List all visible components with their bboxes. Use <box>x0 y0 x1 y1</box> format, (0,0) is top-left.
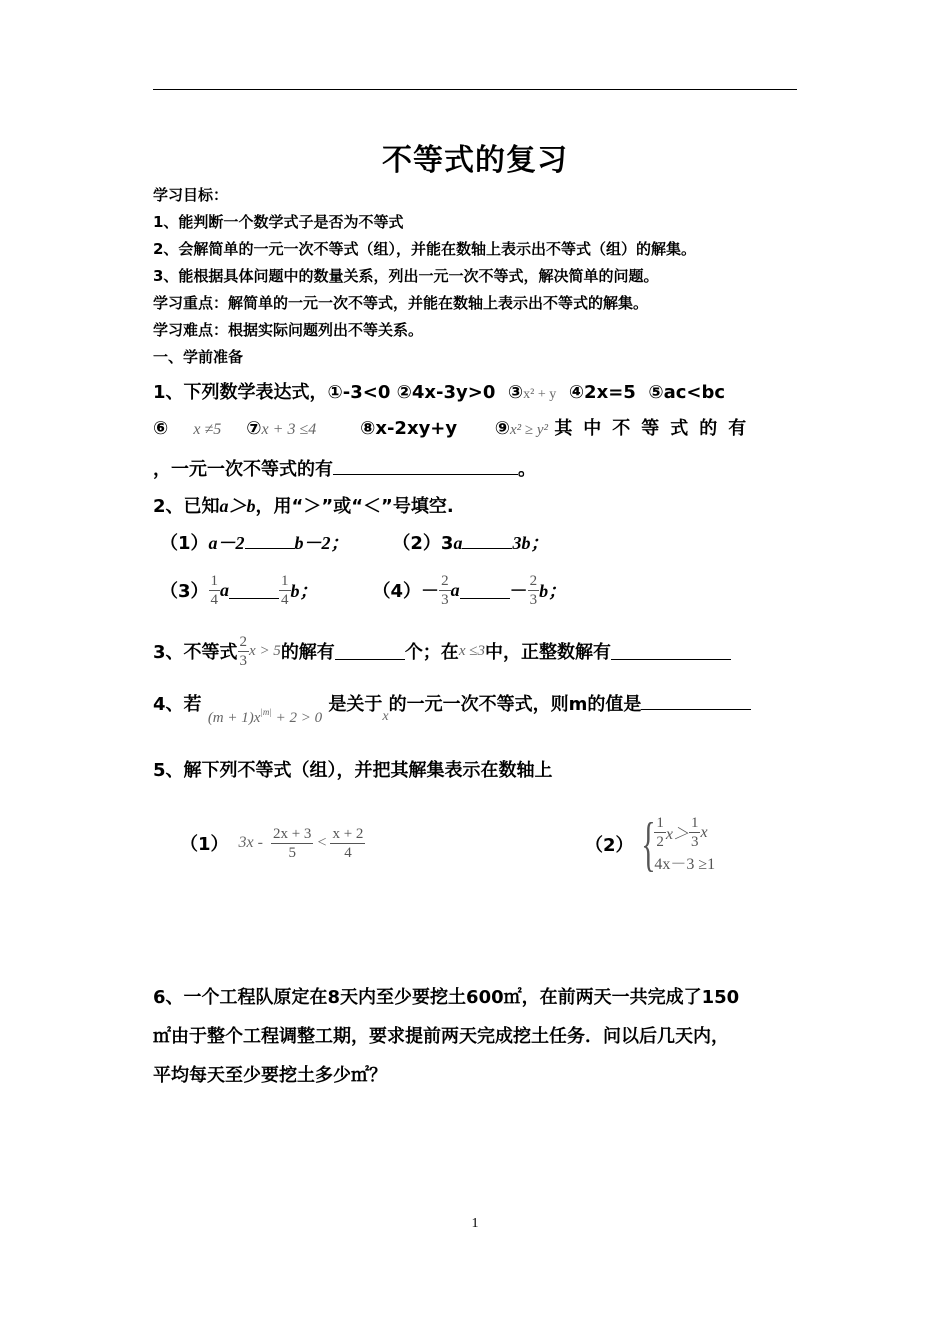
q2-p3b: b； <box>290 581 318 601</box>
q2-p4-num: 2 <box>441 572 449 589</box>
q1-e7-math: x + 3 ≤4 <box>261 421 317 438</box>
q5-p1-frac2 <box>330 825 365 862</box>
q1-e1: ①-3<0 <box>327 382 391 403</box>
q1-line3 <box>153 455 536 481</box>
q1-e6-math: x ≠5 <box>193 421 222 438</box>
page-number: 1 <box>471 1216 479 1231</box>
q5-p2-row2: 4x－3 ≥1 <box>654 856 716 873</box>
page-title: 不等式的复习 <box>382 143 568 178</box>
q2-p4b: b； <box>539 581 567 601</box>
q1-e5: ⑤ac<bc <box>648 382 726 403</box>
key-point: 学习重点：解简单的一元一次不等式，并能在数轴上表示出不等式的解集。 <box>153 294 649 312</box>
q5-text: 5、解下列不等式（组），并把其解集表示在数轴上 <box>153 760 553 781</box>
q2-line <box>153 492 454 518</box>
q1-end: 。 <box>518 459 536 480</box>
q5-p1-frac1 <box>271 825 313 862</box>
q4-tail: 的一元一次不等式，则m的值是 <box>388 694 642 715</box>
q1-tail: 其中不等式的有 <box>554 418 758 439</box>
q2-lead: 2、已知 <box>153 496 220 517</box>
q5-p2-system <box>654 814 715 874</box>
q3-frac-den: 3 <box>239 652 248 669</box>
q5-p2-r1-mid: x＞ <box>665 826 689 843</box>
q3-blank-2[interactable] <box>611 643 731 660</box>
brace-icon: { <box>640 811 656 877</box>
difficulty: 学习难点：根据实际问题列出不等关系。 <box>153 321 424 339</box>
q5-p1: （1） <box>180 834 229 855</box>
q3-lead: 3、不等式 <box>153 642 238 663</box>
q2-p3-den: 4 <box>210 591 219 608</box>
q1-e6-mark: ⑥ <box>153 418 169 439</box>
q5-p1-den1: 5 <box>288 844 296 861</box>
q5-p2-r1-frac1 <box>654 814 666 851</box>
q1-e9-mark: ⑨ <box>494 418 510 439</box>
q4-line <box>153 690 751 726</box>
q2-blank-1[interactable] <box>245 532 295 549</box>
q2-p2a: a <box>453 533 463 553</box>
q5-p2-r1-den2: 3 <box>690 834 699 850</box>
q5-p2-r1-den1: 2 <box>656 834 664 850</box>
objective-3: 3、能根据具体问题中的数量关系，列出一元一次不等式，解决简单的问题。 <box>153 267 659 285</box>
q2-parts-3-4 <box>160 566 566 614</box>
q1-blank[interactable] <box>333 458 518 475</box>
q2-blank-3[interactable] <box>229 582 279 599</box>
q4-expr-main: (m + 1)x <box>207 710 261 726</box>
q2-p3-num: 1 <box>210 572 219 589</box>
q2-p4m: － <box>509 581 528 602</box>
q1-e3-math: x² + y <box>523 387 557 402</box>
q5-p2-r1-tail: x <box>700 823 708 841</box>
q2-p4: （4）－ <box>372 581 440 602</box>
q3-mid2: 个；在 <box>404 642 459 663</box>
q4-expr-sup: |m| <box>260 707 272 717</box>
objective-2: 2、会解简单的一元一次不等式（组），并能在数轴上表示出不等式（组）的解集。 <box>153 240 696 258</box>
q2-p3a: a <box>220 579 230 600</box>
q5-p2-r1-num2: 1 <box>690 815 699 831</box>
q3-blank-1[interactable] <box>335 643 405 660</box>
q2-rest: ，用“＞”或“＜”号填空. <box>255 496 454 517</box>
q1-line2-text: ，一元一次不等式的有 <box>153 459 333 480</box>
q5-p1-num1: 2x + 3 <box>272 825 312 842</box>
q2-p3-num2: 1 <box>281 572 289 589</box>
q1-line2 <box>153 414 757 440</box>
q2-p4-frac <box>439 572 451 609</box>
q1-lead: 1、下列数学表达式， <box>153 382 328 403</box>
q4-expr <box>207 707 323 726</box>
q5-p1-op: < <box>317 834 327 851</box>
q1-e7-mark: ⑦ <box>246 418 262 439</box>
q3-mid: 的解有 <box>280 642 335 663</box>
q2-p4-den2: 3 <box>529 591 538 608</box>
q4-expr-tail: + 2 > 0 <box>271 710 323 726</box>
q2-blank-4[interactable] <box>460 582 510 599</box>
q1-e2: ②4x-3y>0 <box>396 382 496 403</box>
q5-p1-den2: 4 <box>344 844 352 861</box>
q2-p3-frac2 <box>279 572 291 609</box>
q5-p2-r1-num1: 1 <box>656 815 664 831</box>
q6-line1: 6、一个工程队原定在8天内至少要挖土600㎡，在前两天一共完成了150 <box>153 987 740 1008</box>
q1-e4: ④2x=5 <box>568 382 636 403</box>
q4-blank[interactable] <box>641 693 751 710</box>
q5-p2-r1-frac2 <box>689 814 701 851</box>
q6-line3: 平均每天至少要挖土多少㎡？ <box>153 1065 387 1086</box>
q3-line <box>153 628 731 674</box>
q5-p2-row1 <box>654 814 715 851</box>
q3-frac-num: 2 <box>239 633 248 650</box>
q5-part-1 <box>180 815 365 871</box>
objectives-header: 学习目标： <box>153 186 229 204</box>
q2-p1b: b－2； <box>294 533 349 553</box>
q2-p4-num2: 2 <box>529 572 538 589</box>
q5-p2: （2） <box>585 835 634 856</box>
q3-tail: 中，正整数解有 <box>484 642 611 663</box>
q5-p1-num2: x + 2 <box>332 825 364 842</box>
q4-mid: 是关于 <box>328 694 383 715</box>
q2-p2b: 3b； <box>512 533 549 553</box>
q5-p1-lhs: 3x - <box>238 834 263 851</box>
q2-p3: （3） <box>160 581 209 602</box>
q2-p3-frac <box>209 572 221 609</box>
q3-ineq: x > 5 <box>249 642 281 659</box>
q2-p3-den2: 4 <box>281 591 289 608</box>
q3-cond: x ≤3 <box>458 642 485 659</box>
q2-cond: a＞b <box>219 496 256 516</box>
q2-p1: （1） <box>160 533 209 554</box>
q2-p2: （2）3 <box>392 533 454 554</box>
q1-e9-math: x² ≥ y² <box>509 422 549 438</box>
q1-line1 <box>153 378 725 404</box>
q2-blank-2[interactable] <box>462 532 512 549</box>
q3-frac <box>238 633 250 670</box>
q5-part-2 <box>585 808 715 880</box>
section-heading: 一、学前准备 <box>153 348 244 366</box>
objective-1: 1、能判断一个数学式子是否为不等式 <box>153 213 404 231</box>
q2-p4-den: 3 <box>441 591 449 608</box>
q2-p1a: a－2 <box>208 533 245 553</box>
header-rule <box>153 89 797 90</box>
q2-p4a: a <box>450 579 460 600</box>
q2-p4-frac2 <box>528 572 540 609</box>
q1-e3-mark: ③ <box>507 382 524 403</box>
q4-lead: 4、若 <box>153 694 202 715</box>
q1-e8: ⑧x-2xy+y <box>360 418 458 439</box>
q6-line2: ㎡由于整个工程调整工期，要求提前两天完成挖土任务．问以后几天内， <box>153 1026 729 1047</box>
q4-var: x <box>382 709 389 724</box>
q2-parts-1-2 <box>160 529 548 555</box>
